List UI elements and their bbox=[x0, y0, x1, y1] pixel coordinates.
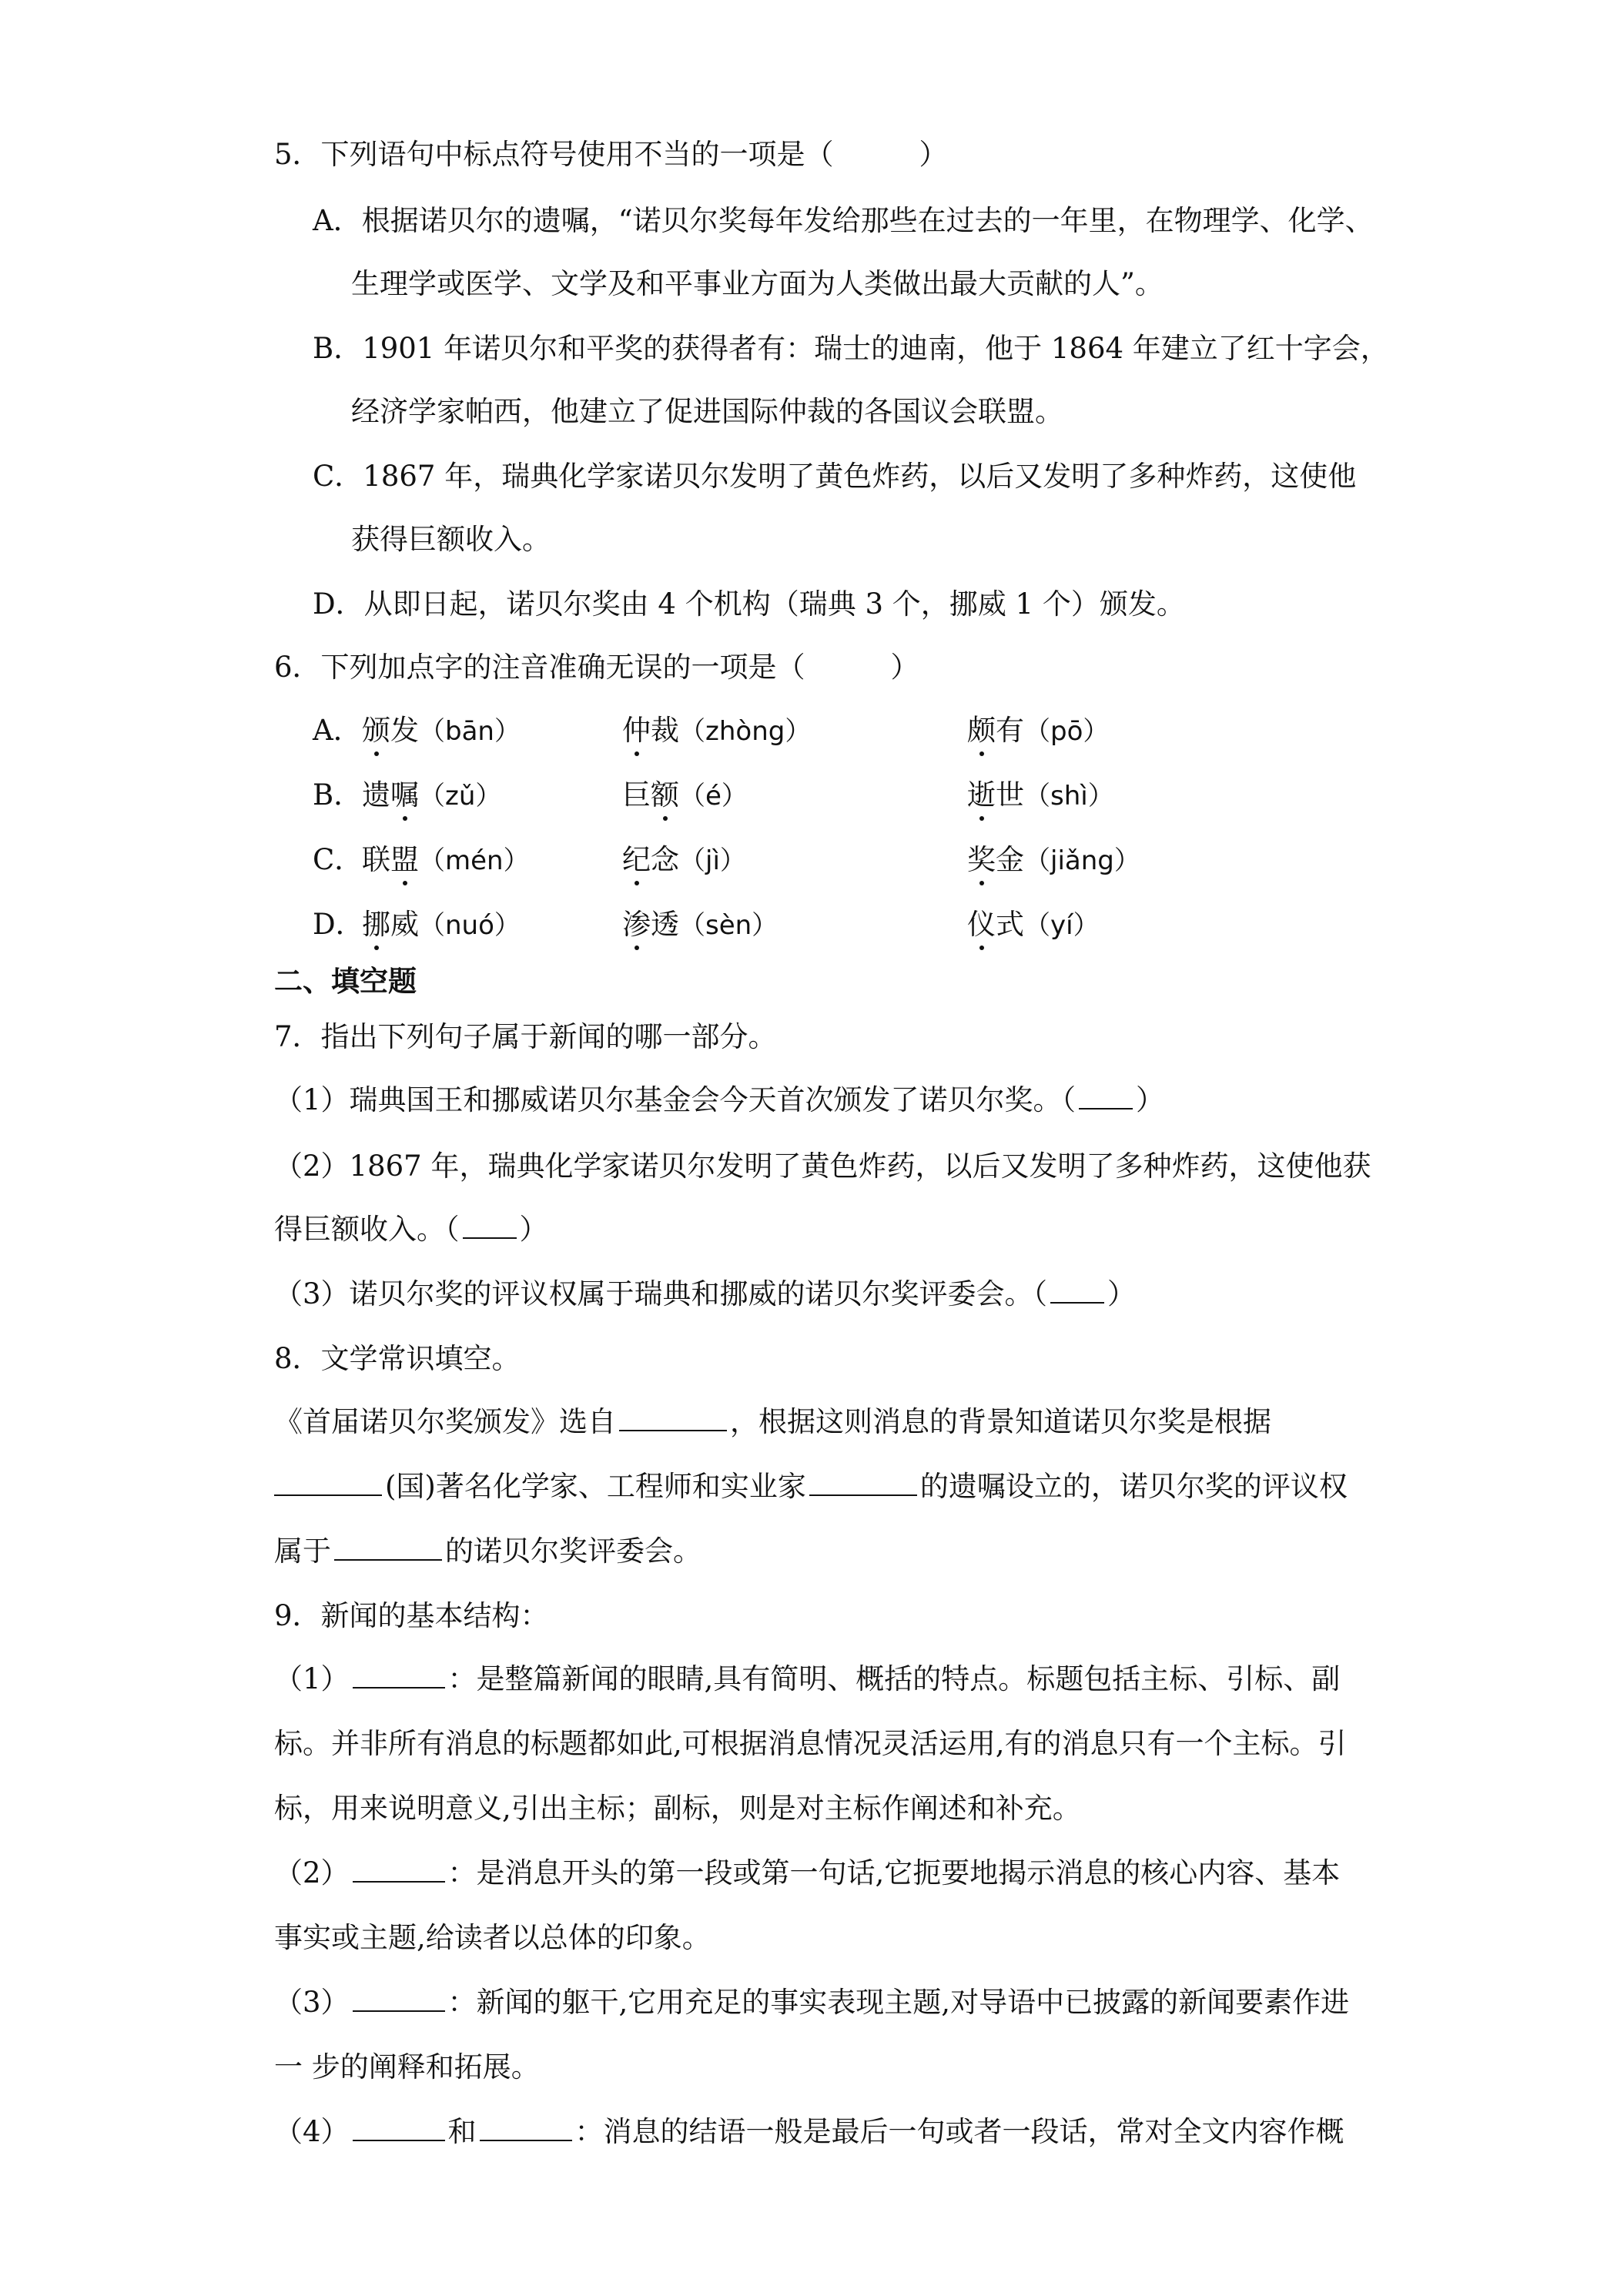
plain-char: 裁 bbox=[651, 714, 679, 747]
q6-row-d-item1 bbox=[362, 905, 521, 945]
q6-row-b-item3 bbox=[967, 776, 1114, 815]
q5-option-a-line1: A．根据诺贝尔的遗嘱，“诺贝尔奖每年发给那些在过去的一年里，在物理学、化学、 bbox=[313, 204, 1374, 237]
pinyin: （yí） bbox=[1024, 910, 1100, 941]
q7-s2b-text: 得巨额收入。（ bbox=[274, 1213, 460, 1246]
plain-char: 念 bbox=[651, 843, 679, 876]
q8-line-1 bbox=[274, 1403, 1271, 1441]
q8-l1b: ，根据这则消息的背景知道诺贝尔奖是根据 bbox=[730, 1405, 1271, 1438]
q7-sentence-3 bbox=[274, 1275, 1136, 1314]
close-paren: ） bbox=[1107, 1277, 1137, 1310]
answer-blank[interactable] bbox=[619, 1404, 727, 1431]
plain-char: 发 bbox=[390, 714, 419, 747]
dotted-char: 挪 bbox=[362, 905, 390, 944]
q5-option-b-line2: 经济学家帕西，他建立了促进国际仲裁的各国议会联盟。 bbox=[351, 395, 1063, 428]
answer-blank[interactable] bbox=[353, 1984, 445, 2012]
dotted-char: 奖 bbox=[967, 841, 996, 879]
q9-part-1-line1 bbox=[274, 1660, 1340, 1699]
q8-line-2 bbox=[274, 1468, 1348, 1506]
plain-char: 遗 bbox=[362, 778, 390, 812]
answer-blank[interactable] bbox=[353, 2114, 445, 2141]
pinyin: （sèn） bbox=[679, 910, 779, 941]
q9-part-2-line2: 事实或主题,给读者以总体的印象。 bbox=[274, 1921, 711, 1954]
q6-row-a-item3 bbox=[967, 711, 1109, 751]
q9-p3-text: ：新闻的躯干,它用充足的事实表现主题,对导语中已披露的新闻要素作进 bbox=[447, 1986, 1350, 2019]
q7-sentence-2b bbox=[274, 1210, 548, 1249]
dotted-char: 颇 bbox=[967, 711, 996, 750]
q5-option-b-line1: B．1901 年诺贝尔和平奖的获得者有：瑞士的迪南，他于 1864 年建立了红十字会， bbox=[313, 332, 1389, 365]
dotted-char: 仪 bbox=[967, 905, 996, 944]
close-paren: ） bbox=[1136, 1083, 1165, 1116]
q9-stem: 9．新闻的基本结构： bbox=[274, 1599, 549, 1632]
dotted-char: 渗 bbox=[622, 905, 651, 944]
q9-part-3-line1 bbox=[274, 1983, 1349, 2022]
q6-row-b-item1 bbox=[362, 776, 501, 815]
q7-s3-text: （3）诺贝尔奖的评议权属于瑞典和挪威的诺贝尔奖评委会。（ bbox=[274, 1277, 1048, 1310]
answer-blank[interactable] bbox=[1050, 1276, 1104, 1304]
dotted-char: 颁 bbox=[362, 711, 390, 750]
section-heading: 二、填空题 bbox=[274, 965, 417, 998]
q6-row-b-item2 bbox=[622, 776, 748, 815]
q7-s1-text: （1）瑞典国王和挪威诺贝尔基金会今天首次颁发了诺贝尔奖。（ bbox=[274, 1083, 1077, 1116]
pinyin: （pō） bbox=[1024, 716, 1110, 747]
plain-char: 金 bbox=[996, 843, 1024, 876]
q7-stem: 7．指出下列句子属于新闻的哪一部分。 bbox=[274, 1020, 777, 1053]
q6-row-a-label: A． bbox=[313, 714, 362, 747]
pinyin: （zǔ） bbox=[419, 781, 502, 812]
dotted-char: 逝 bbox=[967, 776, 996, 815]
dotted-char: 纪 bbox=[622, 841, 651, 879]
q5-option-c-line1: C．1867 年，瑞典化学家诺贝尔发明了黄色炸药，以后又发明了多种炸药，这使他 bbox=[313, 460, 1357, 493]
q9-p4-text: ：消息的结语一般是最后一句或者一段话，常对全文内容作概 bbox=[574, 2115, 1344, 2148]
pinyin: （jiǎng） bbox=[1024, 845, 1140, 876]
q5-stem: 5．下列语句中标点符号使用不当的一项是（ ） bbox=[274, 138, 948, 171]
plain-char: 有 bbox=[996, 714, 1024, 747]
q8-stem: 8．文学常识填空。 bbox=[274, 1342, 521, 1375]
pinyin: （bān） bbox=[419, 716, 521, 747]
q9-part-4-line1 bbox=[274, 2113, 1344, 2151]
q6-row-c-item1 bbox=[362, 841, 530, 880]
q6-row-d-item2 bbox=[622, 905, 778, 945]
q8-l3b: 的诺贝尔奖评委会。 bbox=[445, 1535, 702, 1568]
answer-blank[interactable] bbox=[353, 1661, 445, 1689]
q9-p1-text: ：是整篇新闻的眼睛,具有简明、概括的特点。标题包括主标、引标、副 bbox=[447, 1662, 1341, 1695]
q9-part-3-line2: 一 步的阐释和拓展。 bbox=[274, 2050, 540, 2083]
q7-sentence-2a: （2）1867 年，瑞典化学家诺贝尔发明了黄色炸药，以后又发明了多种炸药，这使他获 bbox=[274, 1150, 1371, 1183]
q9-part-2-line1 bbox=[274, 1854, 1340, 1893]
q8-l3a: 属于 bbox=[274, 1535, 331, 1568]
q5-option-c-line2: 获得巨额收入。 bbox=[351, 523, 551, 556]
pinyin: （shì） bbox=[1024, 781, 1114, 812]
answer-blank[interactable] bbox=[334, 1533, 442, 1561]
plain-char: 式 bbox=[996, 908, 1024, 941]
answer-blank[interactable] bbox=[1079, 1082, 1133, 1110]
q9-part-1-line2: 标。并非所有消息的标题都如此,可根据消息情况灵活运用,有的消息只有一个主标。引 bbox=[274, 1727, 1347, 1760]
pinyin: （zhòng） bbox=[679, 716, 812, 747]
q9-p4-num: （4） bbox=[274, 2115, 350, 2148]
answer-blank[interactable] bbox=[809, 1468, 917, 1496]
q6-row-c-item3 bbox=[967, 841, 1140, 880]
answer-blank[interactable] bbox=[274, 1468, 382, 1496]
plain-char: 透 bbox=[651, 908, 679, 941]
q6-row-a-item1 bbox=[362, 711, 521, 751]
plain-char: 联 bbox=[362, 843, 390, 876]
dotted-char: 嘱 bbox=[390, 776, 419, 815]
dotted-char: 仲 bbox=[622, 711, 651, 750]
q6-row-a-item2 bbox=[622, 711, 811, 751]
q8-l1a: 《首届诺贝尔奖颁发》选自 bbox=[274, 1405, 616, 1438]
q6-row-c-label: C． bbox=[313, 843, 363, 876]
pinyin: （nuó） bbox=[419, 910, 521, 941]
answer-blank[interactable] bbox=[353, 1855, 445, 1883]
q6-stem: 6．下列加点字的注音准确无误的一项是（ ） bbox=[274, 651, 919, 684]
q7-sentence-1 bbox=[274, 1081, 1164, 1120]
q8-line-3 bbox=[274, 1532, 702, 1571]
plain-char: 巨 bbox=[622, 778, 651, 812]
q9-p2-num: （2） bbox=[274, 1856, 350, 1889]
dotted-char: 额 bbox=[651, 776, 679, 815]
pinyin: （jì） bbox=[679, 845, 746, 876]
q5-option-d: D．从即日起，诺贝尔奖由 4 个机构（瑞典 3 个，挪威 1 个）颁发。 bbox=[313, 587, 1185, 621]
answer-blank[interactable] bbox=[480, 2114, 572, 2141]
q8-l2a: (国)著名化学家、工程师和实业家 bbox=[385, 1470, 806, 1503]
dotted-char: 盟 bbox=[390, 841, 419, 879]
plain-char: 威 bbox=[390, 908, 419, 941]
q6-row-c-item2 bbox=[622, 841, 746, 880]
q9-p1-num: （1） bbox=[274, 1662, 350, 1695]
plain-char: 世 bbox=[996, 778, 1024, 812]
q6-row-b-label: B． bbox=[313, 778, 363, 812]
q9-p3-num: （3） bbox=[274, 1986, 350, 2019]
q9-part-1-line3: 标，用来说明意义,引出主标；副标，则是对主标作阐述和补充。 bbox=[274, 1792, 1081, 1825]
q9-p2-text: ：是消息开头的第一段或第一句话,它扼要地揭示消息的核心内容、基本 bbox=[447, 1856, 1341, 1889]
q8-l2b: 的遗嘱设立的，诺贝尔奖的评议权 bbox=[919, 1470, 1348, 1503]
q5-option-a-line2: 生理学或医学、文学及和平事业方面为人类做出最大贡献的人”。 bbox=[351, 267, 1164, 300]
q6-row-d-item3 bbox=[967, 905, 1100, 945]
close-paren: ） bbox=[519, 1213, 548, 1246]
pinyin: （mén） bbox=[419, 845, 530, 876]
pinyin: （é） bbox=[679, 781, 748, 812]
q6-row-d-label: D． bbox=[313, 908, 364, 941]
q9-p4-and: 和 bbox=[447, 2115, 477, 2148]
answer-blank[interactable] bbox=[463, 1211, 517, 1239]
